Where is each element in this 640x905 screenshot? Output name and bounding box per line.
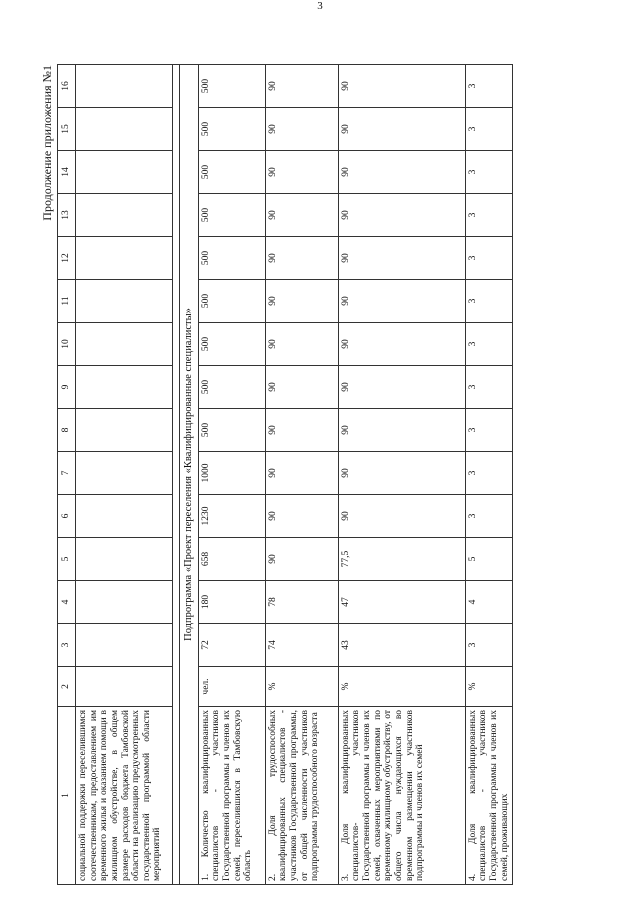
header-cell: 14 [58,151,76,194]
header-cell: 5 [58,538,76,581]
indicator-value: 90 [338,452,465,495]
indicator-value: 90 [265,323,338,366]
indicator-value: 90 [338,65,465,108]
indicator-value: 3 [465,65,513,108]
indicator-value: 3 [465,108,513,151]
header-cell: 12 [58,237,76,280]
table-row [465,65,513,885]
subprogram-row [180,65,199,885]
header-cell: 10 [58,323,76,366]
header-cell: 4 [58,581,76,624]
indicator-name: 1. Количество квалифицированных специалистов - участников Государственной программы и членов их семей, переселившихся в Тамбовскую область [198,707,265,885]
indicators-table [57,64,513,885]
indicator-value: 90 [338,366,465,409]
fragment-text: социальной поддержки переселившимся соотечественникам, предоставлением им временного жилья и оказанием помощи в жилищном обустройстве, в общем размере расходов бюджета Тамбовской области на реализацию предусмотренных государственной программой области мероприятий [76,707,173,885]
indicator-value: 500 [198,194,265,237]
indicator-value: 90 [265,495,338,538]
continuation-title: Продолжение приложения №1 [40,65,54,221]
indicator-value: 500 [198,280,265,323]
indicator-value: 3 [465,237,513,280]
header-cell: 7 [58,452,76,495]
indicator-value: 90 [338,237,465,280]
header-cell: 9 [58,366,76,409]
indicator-value: 90 [265,151,338,194]
indicator-value: 3 [465,495,513,538]
table-row [338,65,465,885]
indicator-value: 3 [465,323,513,366]
indicator-value: 500 [198,409,265,452]
indicator-value: 90 [265,538,338,581]
indicator-value: 1230 [198,495,265,538]
fragment-row [76,65,173,885]
indicator-value: 3 [465,624,513,667]
indicator-value: 3 [465,452,513,495]
indicator-value: 5 [465,538,513,581]
indicator-value: 90 [265,65,338,108]
indicator-value: 90 [265,452,338,495]
indicator-value: 90 [338,495,465,538]
header-cell: 15 [58,108,76,151]
header-cell: 13 [58,194,76,237]
indicator-value: 3 [465,280,513,323]
indicator-value: 77,5 [338,538,465,581]
indicator-value: 500 [198,366,265,409]
indicator-value: 4 [465,581,513,624]
indicator-value: 3 [465,366,513,409]
indicator-value: 500 [198,237,265,280]
indicator-value: 500 [198,151,265,194]
indicator-value: 43 [338,624,465,667]
indicator-value: 500 [198,108,265,151]
indicator-value: 90 [265,194,338,237]
indicator-value: 90 [338,323,465,366]
indicator-value: 90 [265,409,338,452]
indicator-value: 3 [465,409,513,452]
indicator-value: 3 [465,194,513,237]
indicator-name: 3. Доля квалифицированных специалистов- участников Государственной программы и членов их семей, охваченных мероприятиями по временному жилищному обустройству, от общего числа нуждающихся во временном размещении участников подпрограммы и членов их семей [338,707,465,885]
page-number: 3 [317,0,323,12]
indicator-value: 90 [338,108,465,151]
indicator-value: 90 [338,280,465,323]
header-cell: 16 [58,65,76,108]
indicator-unit: чел. [198,667,265,707]
indicator-value: 500 [198,65,265,108]
indicator-name: 4. Доля квалифицированных специалистов - участников Государственной программы и членов их семей, проживающих [465,707,513,885]
header-cell: 11 [58,280,76,323]
indicator-value: 180 [198,581,265,624]
indicator-value: 90 [265,280,338,323]
indicator-value: 90 [265,366,338,409]
header-row [58,65,76,885]
indicator-value: 500 [198,323,265,366]
indicator-value: 90 [338,151,465,194]
subprogram-title: Подпрограмма «Проект переселения «Квалифицированные специалисты» [180,65,199,885]
indicator-unit: % [465,667,513,707]
indicator-name: 2. Доля трудоспособных квалифицированных специалистов - участников Государственной программы, от общей численности участников подпрограммы трудоспособного возраста [265,707,338,885]
indicator-unit: % [265,667,338,707]
indicator-value: 3 [465,151,513,194]
header-cell: 6 [58,495,76,538]
rotated-content [40,65,600,885]
indicator-value: 90 [265,237,338,280]
table-row [265,65,338,885]
indicator-value: 658 [198,538,265,581]
indicator-value: 74 [265,624,338,667]
indicator-value: 90 [338,194,465,237]
indicator-value: 72 [198,624,265,667]
table-row [198,65,265,885]
indicator-value: 90 [265,108,338,151]
header-cell: 3 [58,624,76,667]
indicator-value: 47 [338,581,465,624]
header-cell: 8 [58,409,76,452]
indicator-value: 1000 [198,452,265,495]
indicator-unit: % [338,667,465,707]
header-cell: 1 [58,707,76,885]
indicator-value: 90 [338,409,465,452]
header-cell: 2 [58,667,76,707]
indicator-value: 78 [265,581,338,624]
